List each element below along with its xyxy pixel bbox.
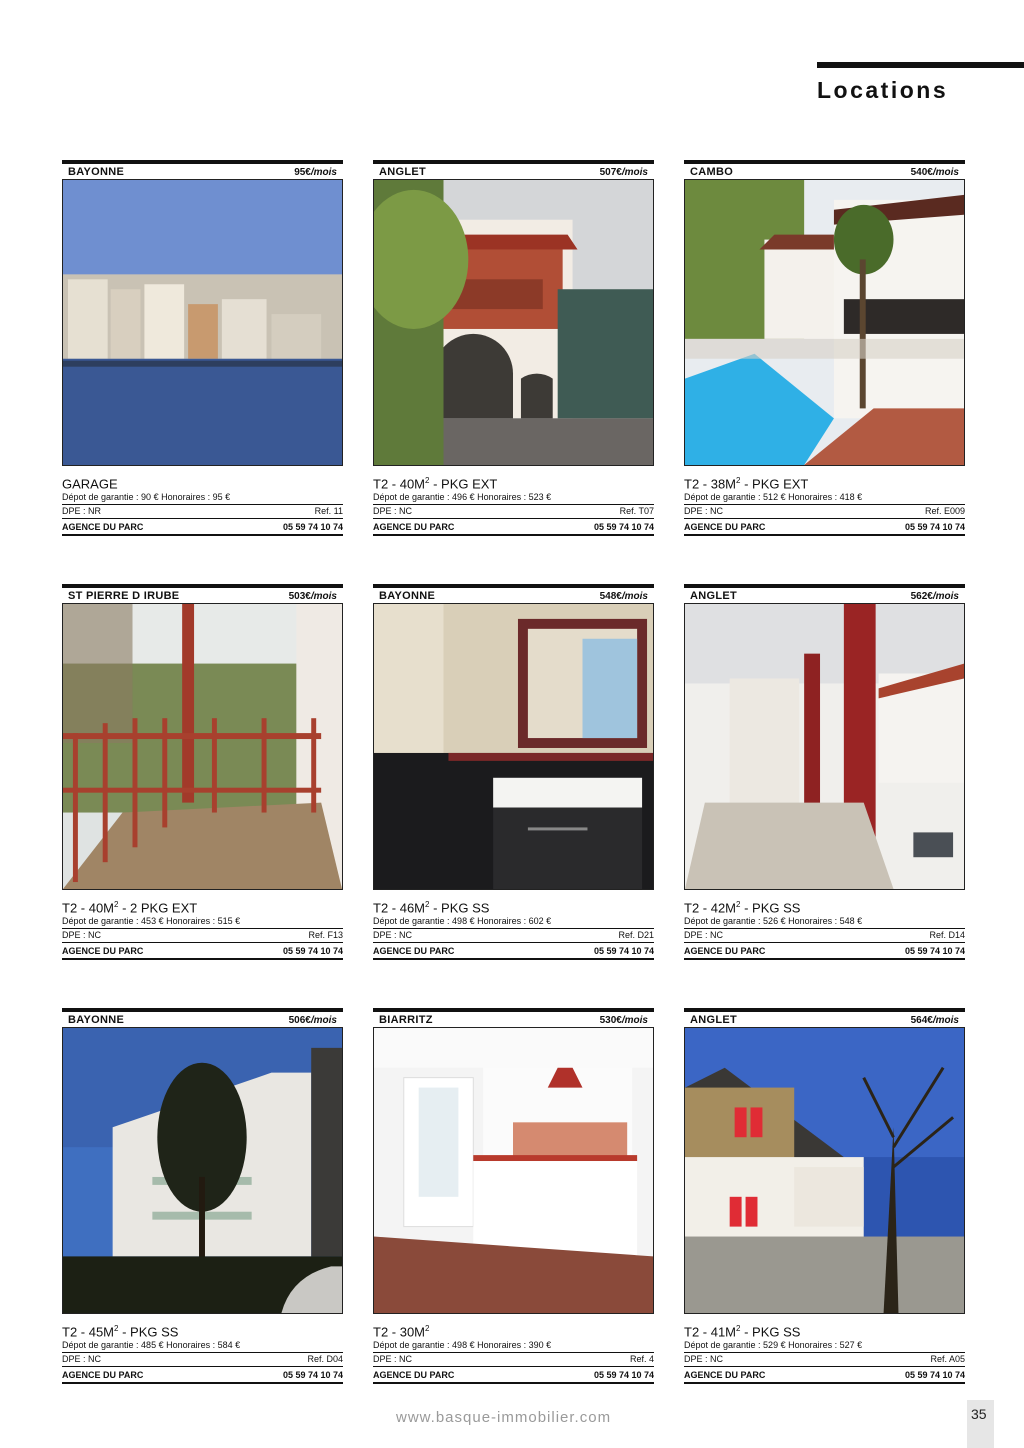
listing-type xyxy=(62,474,343,491)
listing-agency-row xyxy=(373,519,654,536)
listing-card[interactable] xyxy=(684,160,965,536)
listing-agency-row xyxy=(373,943,654,960)
listing-ref: Ref. T07 xyxy=(619,506,654,517)
listing-phone[interactable]: 05 59 74 10 74 xyxy=(593,946,654,957)
listing-price xyxy=(911,591,959,602)
section-title: Locations xyxy=(817,77,949,103)
listing-price xyxy=(911,167,959,178)
listing-ref: Ref. A05 xyxy=(930,1354,965,1365)
price-unit: /mois xyxy=(310,590,337,602)
listing-dpe: DPE : NC xyxy=(62,930,102,941)
listing-city: ANGLET xyxy=(379,166,427,178)
listing-card[interactable] xyxy=(373,160,654,536)
listing-type-tail: - 2 PKG EXT xyxy=(118,900,198,916)
listing-price xyxy=(600,1015,648,1026)
listing-dpe: DPE : NC xyxy=(684,1354,724,1365)
listing-type xyxy=(373,474,654,491)
listing-photo-image xyxy=(374,604,653,889)
listing-type-main: T2 - 46M xyxy=(373,900,426,916)
price-unit: /mois xyxy=(310,1014,337,1026)
listing-city: CAMBO xyxy=(690,166,734,178)
listing-header xyxy=(62,584,343,603)
listing-dpe-row xyxy=(684,928,965,943)
listing-ref: Ref. D14 xyxy=(929,930,965,941)
listing-type xyxy=(373,1322,654,1339)
listing-header xyxy=(684,1008,965,1027)
price-amount: 548€ xyxy=(599,590,622,602)
listing-type xyxy=(684,474,965,491)
listing-photo-image xyxy=(685,1028,964,1313)
listing-card[interactable] xyxy=(62,584,343,960)
price-unit: /mois xyxy=(932,1014,959,1026)
listing-type-tail: - PKG EXT xyxy=(740,476,809,492)
listing-header xyxy=(684,584,965,603)
price-unit: /mois xyxy=(621,590,648,602)
listing-agency: AGENCE DU PARC xyxy=(373,522,455,533)
listing-type-sup: 2 xyxy=(736,1324,741,1333)
listing-photo[interactable] xyxy=(62,1027,343,1314)
listing-card[interactable] xyxy=(373,1008,654,1384)
listing-dpe-row xyxy=(62,504,343,519)
listing-phone[interactable]: 05 59 74 10 74 xyxy=(593,1370,654,1381)
listing-type-main: T2 - 38M xyxy=(684,476,737,492)
listing-photo[interactable] xyxy=(373,603,654,890)
listing-agency-row xyxy=(373,1367,654,1384)
listing-photo-image xyxy=(63,180,342,465)
listing-header xyxy=(684,160,965,179)
listing-ref: Ref. D04 xyxy=(307,1354,343,1365)
listing-type-sup: 2 xyxy=(425,1324,430,1333)
listing-agency: AGENCE DU PARC xyxy=(684,1370,766,1381)
listing-type xyxy=(373,898,654,915)
listing-dpe: DPE : NC xyxy=(684,506,724,517)
price-amount: 564€ xyxy=(910,1014,933,1026)
listing-photo-image xyxy=(63,1028,342,1313)
listing-ref: Ref. 4 xyxy=(629,1354,654,1365)
listing-header xyxy=(62,160,343,179)
listing-photo-image xyxy=(374,1028,653,1313)
listing-card[interactable] xyxy=(684,1008,965,1384)
listing-type-main: T2 - 40M xyxy=(373,476,426,492)
listing-type-main: T2 - 42M xyxy=(684,900,737,916)
listing-fees: Dépot de garantie : 498 € Honoraires : 602 € xyxy=(373,916,552,927)
listing-agency: AGENCE DU PARC xyxy=(684,522,766,533)
listing-fees: Dépot de garantie : 496 € Honoraires : 523 € xyxy=(373,492,552,503)
listing-type-main: T2 - 45M xyxy=(62,1324,115,1340)
listing-type-sup: 2 xyxy=(425,900,430,909)
listing-type xyxy=(62,898,343,915)
listing-agency: AGENCE DU PARC xyxy=(684,946,766,957)
listing-city: ANGLET xyxy=(690,590,738,602)
listing-city: BAYONNE xyxy=(379,590,436,602)
listing-type-main: T2 - 30M xyxy=(373,1324,426,1340)
listing-type-sup: 2 xyxy=(736,476,741,485)
listing-dpe: DPE : NC xyxy=(684,930,724,941)
listing-agency: AGENCE DU PARC xyxy=(62,1370,144,1381)
listing-ref: Ref. E009 xyxy=(924,506,965,517)
listing-photo[interactable] xyxy=(373,179,654,466)
listing-agency-row xyxy=(684,943,965,960)
listing-dpe: DPE : NC xyxy=(373,1354,413,1365)
listing-photo[interactable] xyxy=(62,603,343,890)
listing-type-sup: 2 xyxy=(114,1324,119,1333)
price-amount: 540€ xyxy=(910,166,933,178)
listing-type xyxy=(684,1322,965,1339)
price-unit: /mois xyxy=(932,166,959,178)
listing-card[interactable] xyxy=(62,1008,343,1384)
listing-agency: AGENCE DU PARC xyxy=(62,522,144,533)
price-unit: /mois xyxy=(621,1014,648,1026)
listing-agency-row xyxy=(62,1367,343,1384)
listing-type-sup: 2 xyxy=(114,900,119,909)
listing-type-sup: 2 xyxy=(425,476,430,485)
listing-agency-row xyxy=(62,519,343,536)
listing-dpe: DPE : NR xyxy=(62,506,102,517)
listing-type-tail: - PKG SS xyxy=(740,1324,801,1340)
listing-fees: Dépot de garantie : 453 € Honoraires : 515 € xyxy=(62,916,241,927)
listing-price xyxy=(289,591,337,602)
listing-agency-row xyxy=(684,519,965,536)
listing-dpe: DPE : NC xyxy=(62,1354,102,1365)
price-amount: 506€ xyxy=(288,1014,311,1026)
listing-type-main: T2 - 40M xyxy=(62,900,115,916)
listing-type-tail: - PKG SS xyxy=(118,1324,179,1340)
listing-type-tail: - PKG EXT xyxy=(429,476,498,492)
page-number: 35 xyxy=(971,1406,987,1422)
price-unit: /mois xyxy=(310,166,337,178)
listing-phone[interactable]: 05 59 74 10 74 xyxy=(282,522,343,533)
listing-type-tail: - PKG SS xyxy=(429,900,490,916)
listing-dpe-row xyxy=(684,504,965,519)
price-amount: 562€ xyxy=(910,590,933,602)
listing-phone[interactable]: 05 59 74 10 74 xyxy=(282,946,343,957)
listing-fees: Dépot de garantie : 526 € Honoraires : 548 € xyxy=(684,916,863,927)
listing-city: BAYONNE xyxy=(68,1014,125,1026)
listing-card[interactable] xyxy=(62,160,343,536)
listing-header xyxy=(373,160,654,179)
listing-city: ANGLET xyxy=(690,1014,738,1026)
listing-fees: Dépot de garantie : 498 € Honoraires : 390 € xyxy=(373,1340,552,1351)
listing-card[interactable] xyxy=(684,584,965,960)
listing-type xyxy=(62,1322,343,1339)
listing-ref: Ref. F13 xyxy=(308,930,343,941)
listing-photo[interactable] xyxy=(684,179,965,466)
listing-phone[interactable]: 05 59 74 10 74 xyxy=(282,1370,343,1381)
listing-type xyxy=(684,898,965,915)
listing-agency-row xyxy=(684,1367,965,1384)
listing-phone[interactable]: 05 59 74 10 74 xyxy=(904,1370,965,1381)
listing-photo[interactable] xyxy=(62,179,343,466)
listing-dpe-row xyxy=(373,1352,654,1367)
price-unit: /mois xyxy=(621,166,648,178)
listing-header xyxy=(373,1008,654,1027)
listing-agency-row xyxy=(62,943,343,960)
listing-photo[interactable] xyxy=(684,1027,965,1314)
price-amount: 530€ xyxy=(599,1014,622,1026)
listing-fees: Dépot de garantie : 529 € Honoraires : 527 € xyxy=(684,1340,863,1351)
listing-type-main: T2 - 41M xyxy=(684,1324,737,1340)
listing-dpe-row xyxy=(684,1352,965,1367)
price-amount: 95€ xyxy=(294,166,311,178)
listing-price xyxy=(911,1015,959,1026)
listing-fees: Dépot de garantie : 485 € Honoraires : 584 € xyxy=(62,1340,241,1351)
listing-dpe-row xyxy=(373,928,654,943)
listing-photo[interactable] xyxy=(373,1027,654,1314)
listing-price xyxy=(294,167,337,178)
listing-card[interactable] xyxy=(373,584,654,960)
price-amount: 503€ xyxy=(288,590,311,602)
listing-fees: Dépot de garantie : 90 € Honoraires : 95 € xyxy=(62,492,231,503)
listing-dpe-row xyxy=(62,1352,343,1367)
listing-type-main: GARAGE xyxy=(62,476,118,492)
listing-phone[interactable]: 05 59 74 10 74 xyxy=(904,946,965,957)
listing-dpe: DPE : NC xyxy=(373,930,413,941)
listing-dpe-row xyxy=(62,928,343,943)
listing-photo[interactable] xyxy=(684,603,965,890)
listing-photo-image xyxy=(685,180,964,465)
listing-price xyxy=(289,1015,337,1026)
price-amount: 507€ xyxy=(599,166,622,178)
website-url[interactable]: www.basque-immobilier.com xyxy=(396,1409,612,1426)
listing-city: ST PIERRE D IRUBE xyxy=(68,590,180,602)
price-unit: /mois xyxy=(932,590,959,602)
listing-agency: AGENCE DU PARC xyxy=(373,946,455,957)
listing-agency: AGENCE DU PARC xyxy=(62,946,144,957)
listing-photo-image xyxy=(374,180,653,465)
listing-type-tail: - PKG SS xyxy=(740,900,801,916)
listing-phone[interactable]: 05 59 74 10 74 xyxy=(593,522,654,533)
listing-header xyxy=(62,1008,343,1027)
header-rule xyxy=(817,62,1024,68)
listing-city: BIARRITZ xyxy=(379,1014,433,1026)
listing-phone[interactable]: 05 59 74 10 74 xyxy=(904,522,965,533)
listing-ref: Ref. D21 xyxy=(618,930,654,941)
listing-header xyxy=(373,584,654,603)
listing-type-sup: 2 xyxy=(736,900,741,909)
listing-dpe: DPE : NC xyxy=(373,506,413,517)
listing-agency: AGENCE DU PARC xyxy=(373,1370,455,1381)
listing-fees: Dépot de garantie : 512 € Honoraires : 418 € xyxy=(684,492,863,503)
listing-dpe-row xyxy=(373,504,654,519)
listing-price xyxy=(600,167,648,178)
listing-photo-image xyxy=(63,604,342,889)
listing-photo-image xyxy=(685,604,964,889)
listing-ref: Ref. 11 xyxy=(314,506,343,517)
listing-price xyxy=(600,591,648,602)
listing-city: BAYONNE xyxy=(68,166,125,178)
